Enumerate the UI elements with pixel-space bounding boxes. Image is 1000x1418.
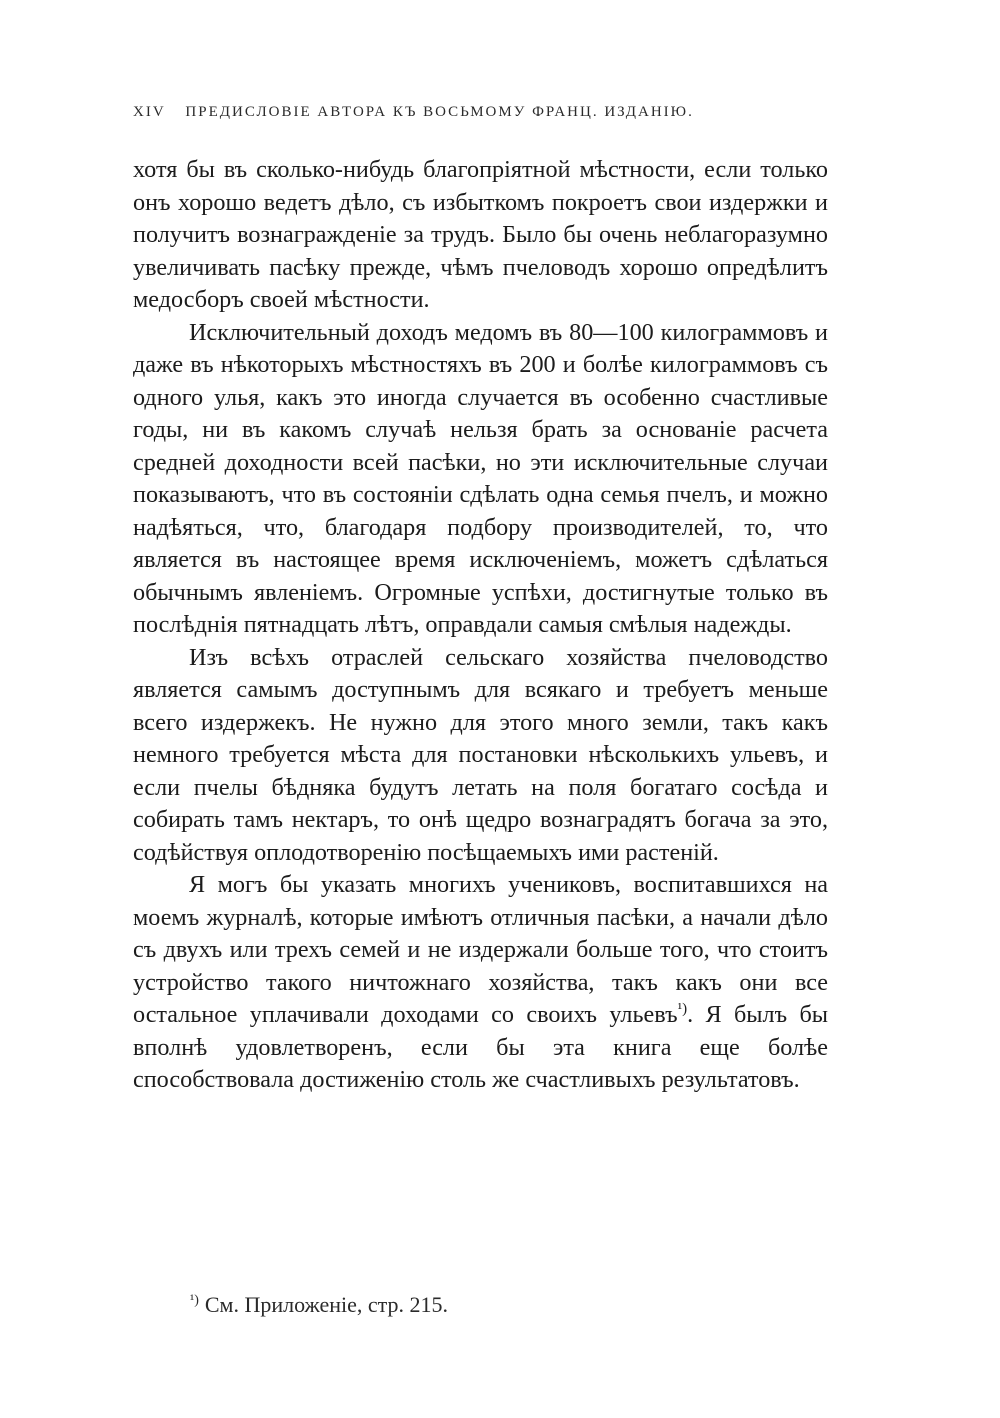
page-number: XIV <box>133 104 166 120</box>
body-text <box>133 154 828 1097</box>
footnote-reference: ¹) <box>677 1000 688 1017</box>
footnote <box>190 1290 830 1320</box>
running-head-title: ПРЕДИСЛОВІЕ АВТОРА КЪ ВОСЬМОМУ ФРАНЦ. ИЗДАНІЮ. <box>185 104 694 120</box>
paragraph-exceptional-yield: Исключительный доходъ медомъ въ 80—100 килограммовъ и даже въ нѣкоторыхъ мѣстностяхъ въ 200 и болѣе килограммовъ съ одного улья, какъ это иногда случается въ особенно счастливые годы, ни въ какомъ случаѣ нельзя брать за основаніе расчета средней доходности всей пасѣки, но эти исключительные случаи показываютъ, что въ состояніи сдѣлать одна семья пчелъ, и можно надѣяться, что, благодаря подбору производителей, то, что является въ настоящее время исключеніемъ, можетъ сдѣлаться обычнымъ явленіемъ. Огромные успѣхи, достигнутые только въ послѣднія пятнадцать лѣтъ, оправдали самыя смѣлыя надежды. <box>133 318 828 638</box>
paragraph-accessibility: Изъ всѣхъ отраслей сельскаго хозяйства пчеловодство является самымъ доступнымъ для всякаго и требуетъ меньше всего издержекъ. Не нужно для этого много земли, такъ какъ немного требуется мѣста для постановки нѣсколькихъ ульевъ, и если пчелы бѣдняка будутъ летать на поля богатаго сосѣда и собирать тамъ нектаръ, то онѣ щедро вознаградятъ богача за это, содѣйствуя оплодотворенію посѣщаемыхъ ими растеній. <box>133 643 828 866</box>
paragraph-students <box>133 869 828 1097</box>
paragraph-continuation: хотя бы въ сколько-нибудь благопріятной мѣстности, если только онъ хорошо ведетъ дѣло, съ избыткомъ покроетъ свои издержки и получитъ вознагражденіе за трудъ. Было бы очень неблагоразумно увеличивать пасѣку прежде, чѣмъ пчеловодъ хорошо опредѣлитъ медосборъ своей мѣстности. <box>133 156 828 313</box>
footnote-text: См. Приложеніе, стр. 215. <box>204 1292 449 1317</box>
footnote-mark: ¹) <box>190 1292 199 1308</box>
running-head <box>133 104 773 121</box>
paragraph-students-text-before: Я могъ бы указать многихъ учениковъ, воспитавшихся на моемъ журналѣ, которые имѣютъ отличныя пасѣки, а начали дѣло съ двухъ или трехъ семей и не издержали больше того, что стоитъ устройство такого ничтожнаго хозяйства, такъ какъ они все остальное уплачивали доходами со своихъ ульевъ <box>133 871 828 1028</box>
paragraph-students-text-after: . Я былъ бы вполнѣ удовлетворенъ, если бы эта книга еще болѣе способствовала достиженію столь же счастливыхъ результатовъ. <box>133 1001 829 1093</box>
